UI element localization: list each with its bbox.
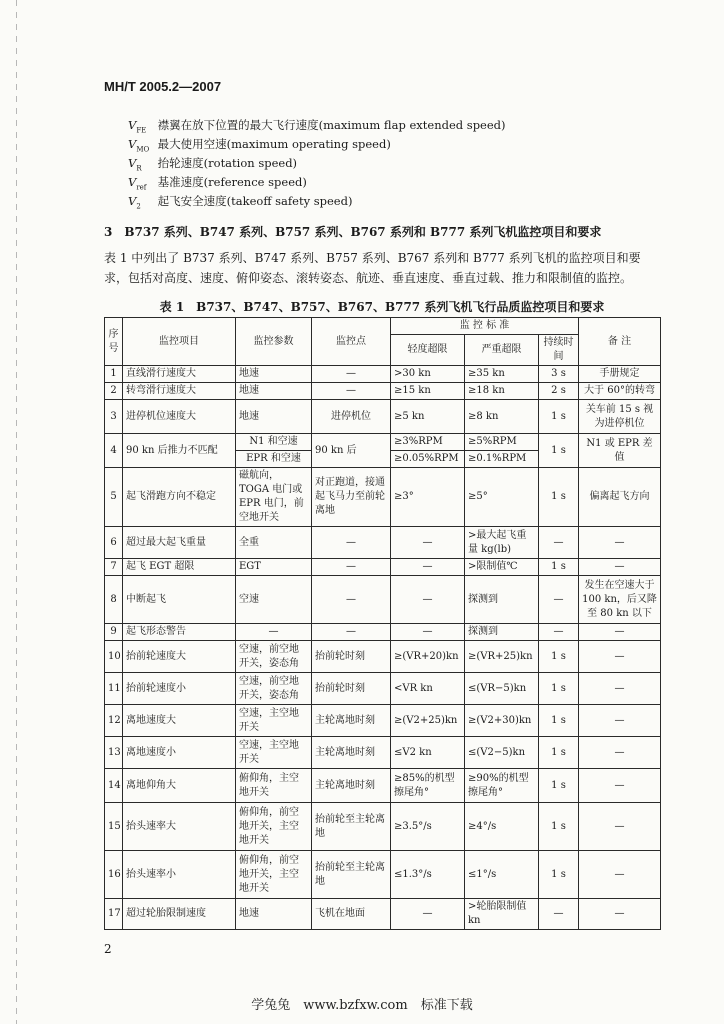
cell-seq: 15 bbox=[105, 803, 123, 851]
cell-seq: 11 bbox=[105, 673, 123, 705]
definition-vmo bbox=[128, 136, 391, 153]
cell-remark: — bbox=[579, 673, 661, 705]
table-row bbox=[105, 527, 661, 559]
cell-param: 磁航向，TOGA 电门或 EPR 电门，前空地开关 bbox=[236, 468, 312, 527]
cell-remark: — bbox=[579, 624, 661, 641]
table-row bbox=[105, 576, 661, 624]
table-row bbox=[105, 434, 661, 451]
table-row bbox=[105, 624, 661, 641]
cell-remark: — bbox=[579, 769, 661, 803]
cell-light: — bbox=[391, 527, 465, 559]
cell-param: 空速，主空地开关 bbox=[236, 705, 312, 737]
cell-severe: >限制值℃ bbox=[465, 559, 539, 576]
cell-param: 地速 bbox=[236, 366, 312, 383]
section-paragraph: 表 1 中列出了 B737 系列、B747 系列、B757 系列、B767 系列和 B777 系列飞机的监控项目和要求，包括对高度、速度、俯仰姿态、滚转姿态、航迹、垂直速度、垂直过载、推力和限制值的监控。 bbox=[104, 251, 641, 285]
cell-item: 中断起飞 bbox=[123, 576, 236, 624]
cell-point: 主轮离地时刻 bbox=[312, 737, 391, 769]
table-row bbox=[105, 366, 661, 383]
table-row bbox=[105, 559, 661, 576]
cell-point: 飞机在地面 bbox=[312, 899, 391, 930]
cell-duration: 1 s bbox=[539, 400, 579, 434]
table-row bbox=[105, 737, 661, 769]
cell-point: — bbox=[312, 383, 391, 400]
header-item: 监控项目 bbox=[123, 318, 236, 366]
cell-seq: 1 bbox=[105, 366, 123, 383]
cell-point: — bbox=[312, 576, 391, 624]
cell-severe: ≥8 kn bbox=[465, 400, 539, 434]
cell-seq: 16 bbox=[105, 851, 123, 899]
cell-param: 俯仰角，前空地开关，主空地开关 bbox=[236, 803, 312, 851]
cell-duration: 1 s bbox=[539, 737, 579, 769]
cell-point: 90 kn 后 bbox=[312, 434, 391, 468]
cell-param: 俯仰角，前空地开关，主空地开关 bbox=[236, 851, 312, 899]
cell-severe: ≤1°/s bbox=[465, 851, 539, 899]
cell-param: 空速，前空地开关，姿态角 bbox=[236, 673, 312, 705]
header-duration: 持续时间 bbox=[539, 335, 579, 366]
cell-remark: — bbox=[579, 641, 661, 673]
cell-severe: >轮胎限制值 kn bbox=[465, 899, 539, 930]
definition-symbol: $V_R$ bbox=[128, 156, 142, 173]
cell-duration: 2 s bbox=[539, 383, 579, 400]
cell-severe-2: ≥0.1%RPM bbox=[465, 451, 539, 468]
cell-point: 进停机位 bbox=[312, 400, 391, 434]
cell-duration: — bbox=[539, 624, 579, 641]
table-row bbox=[105, 383, 661, 400]
cell-item: 起飞 EGT 超限 bbox=[123, 559, 236, 576]
cell-light: <VR kn bbox=[391, 673, 465, 705]
cell-severe: ≥5° bbox=[465, 468, 539, 527]
cell-duration: 1 s bbox=[539, 673, 579, 705]
section-title: 3 B737 系列、B747 系列、B757 系列、B767 系列和 B777 系列飞机监控项目和要求 bbox=[104, 225, 602, 239]
cell-seq: 9 bbox=[105, 624, 123, 641]
cell-severe: ≥(VR+25)kn bbox=[465, 641, 539, 673]
cell-point: 对正跑道，接通起飞马力至前轮离地 bbox=[312, 468, 391, 527]
cell-point: — bbox=[312, 366, 391, 383]
definition-text: 最大使用空速(maximum operating speed) bbox=[157, 137, 391, 151]
cell-light: — bbox=[391, 624, 465, 641]
cell-param: — bbox=[236, 624, 312, 641]
cell-severe: ≥18 kn bbox=[465, 383, 539, 400]
cell-remark: — bbox=[579, 737, 661, 769]
header-standard: 监 控 标 准 bbox=[391, 318, 579, 335]
cell-severe: ≥4°/s bbox=[465, 803, 539, 851]
header-param: 监控参数 bbox=[236, 318, 312, 366]
cell-item: 抬头速率大 bbox=[123, 803, 236, 851]
cell-light: ≤1.3°/s bbox=[391, 851, 465, 899]
definition-vref bbox=[128, 174, 307, 191]
cell-point: 抬前轮至主轮离地 bbox=[312, 803, 391, 851]
cell-param: 空速，主空地开关 bbox=[236, 737, 312, 769]
definition-text: 抬轮速度(rotation speed) bbox=[157, 156, 298, 170]
table-row bbox=[105, 803, 661, 851]
standard-number: MH/T 2005.2—2007 bbox=[104, 79, 222, 94]
page-number: 2 bbox=[104, 942, 112, 956]
cell-light: >30 kn bbox=[391, 366, 465, 383]
cell-seq: 2 bbox=[105, 383, 123, 400]
cell-duration: — bbox=[539, 527, 579, 559]
table-row bbox=[105, 899, 661, 930]
definition-symbol: $V_{ref}$ bbox=[128, 175, 147, 192]
header-seq: 序号 bbox=[105, 318, 123, 366]
cell-item: 进停机位速度大 bbox=[123, 400, 236, 434]
cell-remark: 手册规定 bbox=[579, 366, 661, 383]
definition-symbol: $V_{FE}$ bbox=[128, 118, 147, 135]
cell-light: — bbox=[391, 576, 465, 624]
cell-severe: ≤(V2−5)kn bbox=[465, 737, 539, 769]
definition-text: 基准速度(reference speed) bbox=[157, 175, 307, 189]
cell-point: 主轮离地时刻 bbox=[312, 769, 391, 803]
cell-seq: 8 bbox=[105, 576, 123, 624]
cell-param: 地速 bbox=[236, 400, 312, 434]
cell-light-2: ≥0.05%RPM bbox=[391, 451, 465, 468]
cell-param-2: EPR 和空速 bbox=[236, 451, 312, 468]
cell-param: 空速 bbox=[236, 576, 312, 624]
cell-point: 抬前轮至主轮离地 bbox=[312, 851, 391, 899]
table-title: 表 1 B737、B747、B757、B767、B777 系列飞机飞行品质监控项目和要求 bbox=[159, 300, 605, 314]
cell-remark: — bbox=[579, 899, 661, 930]
cell-item: 抬前轮速度大 bbox=[123, 641, 236, 673]
cell-point: — bbox=[312, 624, 391, 641]
cell-duration: 1 s bbox=[539, 434, 579, 468]
cell-duration: 1 s bbox=[539, 705, 579, 737]
cell-remark: — bbox=[579, 527, 661, 559]
table-row bbox=[105, 400, 661, 434]
cell-point: 抬前轮时刻 bbox=[312, 641, 391, 673]
cell-light: ≥(VR+20)kn bbox=[391, 641, 465, 673]
cell-duration: 1 s bbox=[539, 468, 579, 527]
cell-seq: 13 bbox=[105, 737, 123, 769]
cell-severe: 探测到 bbox=[465, 624, 539, 641]
cell-duration: 1 s bbox=[539, 559, 579, 576]
cell-remark: 偏离起飞方向 bbox=[579, 468, 661, 527]
cell-remark: — bbox=[579, 803, 661, 851]
cell-item: 90 kn 后推力不匹配 bbox=[123, 434, 236, 468]
cell-duration: 1 s bbox=[539, 769, 579, 803]
cell-duration: 1 s bbox=[539, 641, 579, 673]
definition-v2 bbox=[128, 193, 352, 210]
cell-duration: 1 s bbox=[539, 803, 579, 851]
cell-point: 抬前轮时刻 bbox=[312, 673, 391, 705]
definition-symbol: $V_2$ bbox=[128, 194, 141, 211]
definition-vfe bbox=[128, 117, 506, 134]
cell-param: 地速 bbox=[236, 383, 312, 400]
cell-param: N1 和空速 bbox=[236, 434, 312, 451]
cell-remark: — bbox=[579, 851, 661, 899]
header-point: 监控点 bbox=[312, 318, 391, 366]
header-remark: 备 注 bbox=[579, 318, 661, 366]
cell-param: 空速，前空地开关，姿态角 bbox=[236, 641, 312, 673]
cell-point: — bbox=[312, 559, 391, 576]
cell-seq: 3 bbox=[105, 400, 123, 434]
cell-light: ≥3° bbox=[391, 468, 465, 527]
footer-watermark: 学兔兔 www.bzfxw.com 标准下载 bbox=[251, 998, 473, 1013]
definition-vr bbox=[128, 155, 297, 172]
cell-light: ≥15 kn bbox=[391, 383, 465, 400]
cell-param: EGT bbox=[236, 559, 312, 576]
definition-text: 襟翼在放下位置的最大飞行速度(maximum flap extended speed) bbox=[157, 118, 506, 132]
cell-remark: — bbox=[579, 705, 661, 737]
table-row bbox=[105, 641, 661, 673]
cell-item: 离地仰角大 bbox=[123, 769, 236, 803]
cell-remark: 大于 60°的转弯 bbox=[579, 383, 661, 400]
cell-seq: 5 bbox=[105, 468, 123, 527]
cell-item: 起飞形态警告 bbox=[123, 624, 236, 641]
cell-light: ≥5 kn bbox=[391, 400, 465, 434]
cell-light: — bbox=[391, 899, 465, 930]
cell-item: 离地速度小 bbox=[123, 737, 236, 769]
cell-seq: 4 bbox=[105, 434, 123, 468]
cell-remark: N1 或 EPR 差值 bbox=[579, 434, 661, 468]
definition-symbol: $V_{MO}$ bbox=[128, 137, 150, 154]
cell-param: 地速 bbox=[236, 899, 312, 930]
cell-duration: 1 s bbox=[539, 851, 579, 899]
cell-param: 俯仰角，主空地开关 bbox=[236, 769, 312, 803]
cell-item: 直线滑行速度大 bbox=[123, 366, 236, 383]
cell-severe: >最大起飞重量 kg(lb) bbox=[465, 527, 539, 559]
cell-severe: ≤(VR−5)kn bbox=[465, 673, 539, 705]
table-row bbox=[105, 769, 661, 803]
cell-point: 主轮离地时刻 bbox=[312, 705, 391, 737]
header-severe: 严重超限 bbox=[465, 335, 539, 366]
definition-text: 起飞安全速度(takeoff safety speed) bbox=[157, 194, 353, 208]
cell-light: ≥(V2+25)kn bbox=[391, 705, 465, 737]
cell-duration: 3 s bbox=[539, 366, 579, 383]
cell-seq: 7 bbox=[105, 559, 123, 576]
cell-item: 超过轮胎限制速度 bbox=[123, 899, 236, 930]
cell-item: 转弯滑行速度大 bbox=[123, 383, 236, 400]
cell-point: — bbox=[312, 527, 391, 559]
monitoring-table bbox=[104, 317, 661, 930]
header-light: 轻度超限 bbox=[391, 335, 465, 366]
cell-duration: — bbox=[539, 576, 579, 624]
cell-severe: 探测到 bbox=[465, 576, 539, 624]
cell-item: 抬前轮速度小 bbox=[123, 673, 236, 705]
cell-severe: ≥(V2+30)kn bbox=[465, 705, 539, 737]
cell-item: 起飞滑跑方向不稳定 bbox=[123, 468, 236, 527]
cell-item: 抬头速率小 bbox=[123, 851, 236, 899]
cell-remark: 发生在空速大于 100 kn，后又降至 80 kn 以下 bbox=[579, 576, 661, 624]
cell-severe: ≥5%RPM bbox=[465, 434, 539, 451]
cell-seq: 12 bbox=[105, 705, 123, 737]
cell-light: ≥85%的机型擦尾角° bbox=[391, 769, 465, 803]
cell-remark: — bbox=[579, 559, 661, 576]
table-row bbox=[105, 851, 661, 899]
cell-severe: ≥90%的机型擦尾角° bbox=[465, 769, 539, 803]
cell-seq: 6 bbox=[105, 527, 123, 559]
cell-param: 全重 bbox=[236, 527, 312, 559]
cell-light: ≥3%RPM bbox=[391, 434, 465, 451]
cell-severe: ≥35 kn bbox=[465, 366, 539, 383]
cell-duration: — bbox=[539, 899, 579, 930]
cell-seq: 17 bbox=[105, 899, 123, 930]
cell-light: — bbox=[391, 559, 465, 576]
cell-item: 离地速度大 bbox=[123, 705, 236, 737]
table-row bbox=[105, 468, 661, 527]
cell-seq: 14 bbox=[105, 769, 123, 803]
table-row bbox=[105, 673, 661, 705]
cell-seq: 10 bbox=[105, 641, 123, 673]
binding-line bbox=[16, 0, 17, 1024]
cell-item: 超过最大起飞重量 bbox=[123, 527, 236, 559]
cell-remark: 关车前 15 s 视为进停机位 bbox=[579, 400, 661, 434]
cell-light: ≤V2 kn bbox=[391, 737, 465, 769]
cell-light: ≥3.5°/s bbox=[391, 803, 465, 851]
table-row bbox=[105, 705, 661, 737]
